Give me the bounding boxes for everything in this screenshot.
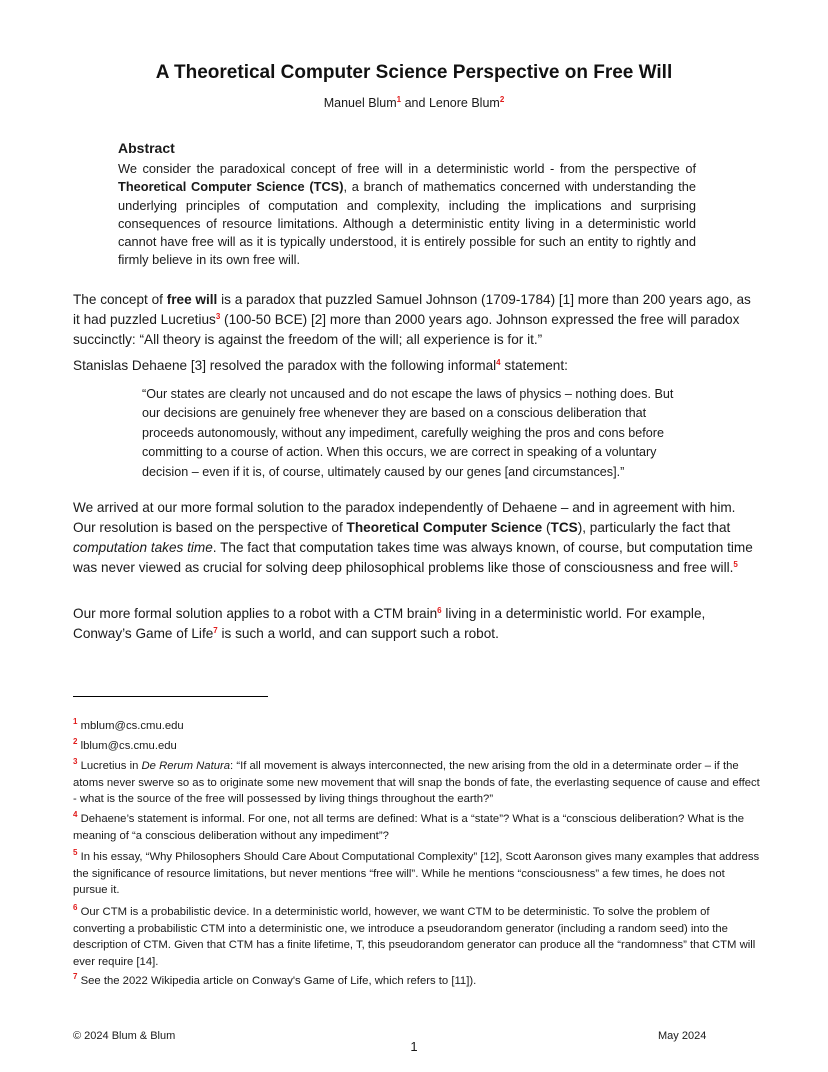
paragraph-text: statement: — [500, 358, 568, 373]
author-line — [0, 96, 828, 110]
author-conjunction: and — [401, 96, 429, 110]
paragraph-text: is a paradox that puzzled Samuel Johnson (1709-1784) [1] more than 200 years ago, as it had puzzled Lucretius — [73, 292, 751, 327]
footnote-6 — [73, 904, 761, 970]
footnote-marker-2[interactable]: 2 — [499, 95, 505, 104]
page-number: 1 — [410, 1039, 418, 1054]
footnote-marker-3[interactable]: 3 — [215, 312, 221, 321]
footnote-marker-5[interactable]: 5 — [733, 560, 738, 569]
paragraph-1 — [73, 290, 756, 350]
footnote-separator — [73, 696, 268, 697]
paragraph-text: Stanislas Dehaene [3] resolved the paradox with the following informal — [73, 358, 497, 373]
footnote-3 — [73, 758, 761, 808]
paragraph-3 — [73, 498, 756, 578]
paragraph-text: The concept of — [73, 292, 167, 307]
paragraph-text: . The fact that computation takes time was always known, of course, but computation time was never viewed as crucial for solving deep philosophical problems like those of consciousness and free will. — [73, 540, 753, 575]
abstract-text-part: We consider the paradoxical concept of free will in a deterministic world - from the perspective of — [118, 161, 696, 176]
author-manuel-blum: Manuel Blum — [323, 96, 397, 110]
footnote-marker-6[interactable]: 6 — [437, 606, 442, 615]
paragraph-text: is such a world, and can support such a robot. — [217, 626, 499, 641]
footnote-text: Dehaene’s statement is informal. For one, not all terms are defined: What is a “state”? What is a “conscious deliberation? What is the meaning of “a conscious deliberation without any impediment”? — [73, 813, 745, 842]
italic-de-rerum-natura: De Rerum Natura — [141, 760, 231, 772]
footnote-number: 5 — [73, 848, 78, 857]
paragraph-4 — [73, 604, 756, 644]
footnote-4 — [73, 811, 761, 844]
footnote-text: Lucretius in — [77, 760, 142, 772]
paragraph-text: ( — [542, 520, 551, 535]
footnote-text: lblum@cs.cmu.edu — [77, 740, 177, 752]
footnote-number: 4 — [73, 810, 78, 819]
footnote-number: 1 — [73, 717, 78, 726]
dehaene-quote: “Our states are clearly not uncaused and do not escape the laws of physics – nothing does. But our decisions are genuinely free whenever they are based on a conscious deliberation that proceeds autonomously, without any impediment, carefully weighing the pros and cons before committing to a course of action. When this occurs, we are correct in speaking of a voluntary decision – even if it is, of course, ultimately caused by our genes [and circumstances].” — [142, 387, 674, 479]
italic-computation-takes-time: computation takes time — [73, 540, 213, 555]
copyright-footer: © 2024 Blum & Blum — [73, 1030, 176, 1042]
abstract-text-part: , a branch of mathematics concerned with understanding the underlying principles of computation and complexity, including the implications and surprising consequences of resource limitations. Although a deterministic entity living in a deterministic world cannot have free will as it is typically understood, it is entirely possible for such an entity to rightly and firmly believe in its own free will. — [118, 179, 697, 268]
footnote-number: 3 — [73, 757, 78, 766]
paper-title: A Theoretical Computer Science Perspective on Free Will — [155, 62, 673, 83]
footnote-text: mblum@cs.cmu.edu — [77, 720, 184, 732]
paragraph-text: Our more formal solution applies to a robot with a CTM brain — [73, 606, 438, 621]
footnote-text: : “If all movement is always interconnected, the new arising from the old in a determinate order – if the atoms never swerve so as to originate some new movement that will snap the bonds of fate, the everlasting sequence of cause and effect - what is the source of the free will possessed by living things throughout the earth?” — [73, 760, 760, 805]
footnote-marker-7[interactable]: 7 — [213, 626, 218, 635]
footnote-text: See the 2022 Wikipedia article on Conway's Game of Life, which refers to [11]). — [77, 975, 477, 987]
bold-free-will: free will — [166, 292, 218, 307]
footnote-text: Our CTM is a probabilistic device. In a deterministic world, however, we want CTM to be deterministic. To solve the problem of converting a probabilistic CTM into a deterministic one, we introduce a pseudorandom generator (including a random seed) into the description of CTM. Given that CTM has a finite lifetime, T, this pseudorandom generator can produce all the “randomness” that CTM will ever require [14]. — [73, 906, 756, 968]
abstract-heading: Abstract — [118, 140, 175, 156]
footnote-marker-4[interactable]: 4 — [496, 358, 501, 367]
footnote-marker-1[interactable]: 1 — [396, 95, 402, 104]
abstract-bold-tcs: Theoretical Computer Science (TCS) — [118, 179, 344, 195]
footnote-number: 6 — [73, 903, 78, 912]
paragraph-text: ), particularly the fact that — [577, 520, 731, 535]
paragraph-text: We arrived at our more formal solution to the paradox independently of Dehaene – and in agreement with him. Our resolution is based on the perspective of — [73, 500, 736, 535]
footnote-number: 2 — [73, 737, 78, 746]
paragraph-2 — [73, 356, 756, 376]
footnote-number: 7 — [73, 972, 78, 981]
footnote-1 — [73, 718, 761, 735]
footnote-2 — [73, 738, 761, 755]
abstract-text — [118, 160, 696, 270]
footnote-text: In his essay, “Why Philosophers Should Care About Computational Complexity” [12], Scott Aaronson gives many examples that address the significance of resource limitations, but never mentions “free will”. While he mentions “consciousness” a few times, he does not pursue it. — [73, 851, 760, 896]
footnote-7 — [73, 973, 761, 990]
paragraph-text: (100-50 BCE) [2] more than 2000 years ago. Johnson expressed the free will paradox succinctly: “All theory is against the freedom of the will; all experience is for it.” — [73, 312, 740, 347]
paragraph-text: living in a deterministic world. For example, Conway’s Game of Life — [73, 606, 706, 641]
bold-tcs: Theoretical Computer Science — [346, 520, 543, 535]
bold-tcs-abbr: TCS — [550, 520, 578, 535]
author-lenore-blum: Lenore Blum — [428, 96, 500, 110]
footnote-5 — [73, 849, 761, 899]
date-footer: May 2024 — [658, 1030, 707, 1042]
